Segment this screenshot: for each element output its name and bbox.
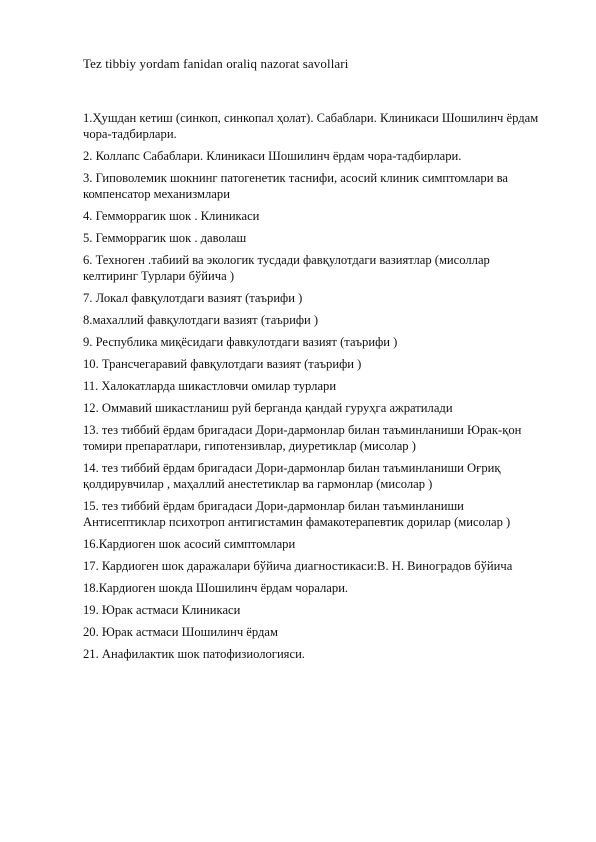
question-item: 16.Кардиоген шок асосий симптомлари <box>83 537 296 551</box>
question-item: 10. Трансчегаравий фавқулотдаги вазият (таърифи ) <box>83 357 362 371</box>
question-item: 17. Кардиоген шок даражалари бўйича диагностикаси:В. Н. Виноградов бўйича <box>83 559 513 573</box>
question-item: 14. тез тиббий ёрдам бригадаси Дори-дармонлар билан таъминланиши Оғриқ қолдирувчилар , маҳаллий анестетиклар ва гармонлар (мисолар ) <box>83 461 501 491</box>
question-item: 21. Анафилактик шок патофизиологияси. <box>83 647 305 661</box>
question-item: 15. тез тиббий ёрдам бригадаси Дори-дармонлар билан таъминланиши Антисептиклар психотроп антигистамин фамакотерапевтик дорилар (мисолар ) <box>83 499 511 529</box>
question-item: 8.махаллий фавқулотдаги вазият (таърифи ) <box>83 313 319 327</box>
question-item: 2. Коллапс Сабаблари. Клиникаси Шошилинч ёрдам чора-тадбирлари. <box>83 149 462 163</box>
question-item: 4. Гемморрагик шок . Клиникаси <box>83 209 260 223</box>
question-item: 5. Гемморрагик шок . даволаш <box>83 231 247 245</box>
question-item: 11. Халокатларда шикастловчи омилар турлари <box>83 379 337 393</box>
question-item: 12. Оммавий шикастланиш руй берганда қандай гуруҳга ажратилади <box>83 401 453 415</box>
question-item: 19. Юрак астмаси Клиникаси <box>83 603 241 617</box>
question-item: 20. Юрак астмаси Шошилинч ёрдам <box>83 625 278 639</box>
question-item: 3. Гиповолемик шокнинг патогенетик таснифи, асосий клиник симптомлари ва компенсатор механизмлари <box>83 171 508 201</box>
question-item: 7. Локал фавқулотдаги вазият (таърифи ) <box>83 291 303 305</box>
question-list <box>83 110 545 668</box>
question-item: 18.Кардиоген шокда Шошилинч ёрдам чоралари. <box>83 581 349 595</box>
question-item: 6. Техноген .табиий ва экологик тусдади фавқулотдаги вазиятлар (мисоллар келтиринг Турлари бўйича ) <box>83 253 490 283</box>
question-item: 13. тез тиббий ёрдам бригадаси Дори-дармонлар билан таъминланиши Юрак-қон томири препаратлари, гипотензивлар, диуретиклар (мисолар ) <box>83 423 522 453</box>
document-title: Tez tibbiy yordam fanidan oraliq nazorat savollari <box>83 56 349 71</box>
question-item: 9. Республика миқёсидаги фавкулотдаги вазият (таърифи ) <box>83 335 398 349</box>
question-item: 1.Ҳушдан кетиш (синкоп, синкопал ҳолат). Сабаблари. Клиникаси Шошилинч ёрдам чора-тадбирлари. <box>83 111 539 141</box>
